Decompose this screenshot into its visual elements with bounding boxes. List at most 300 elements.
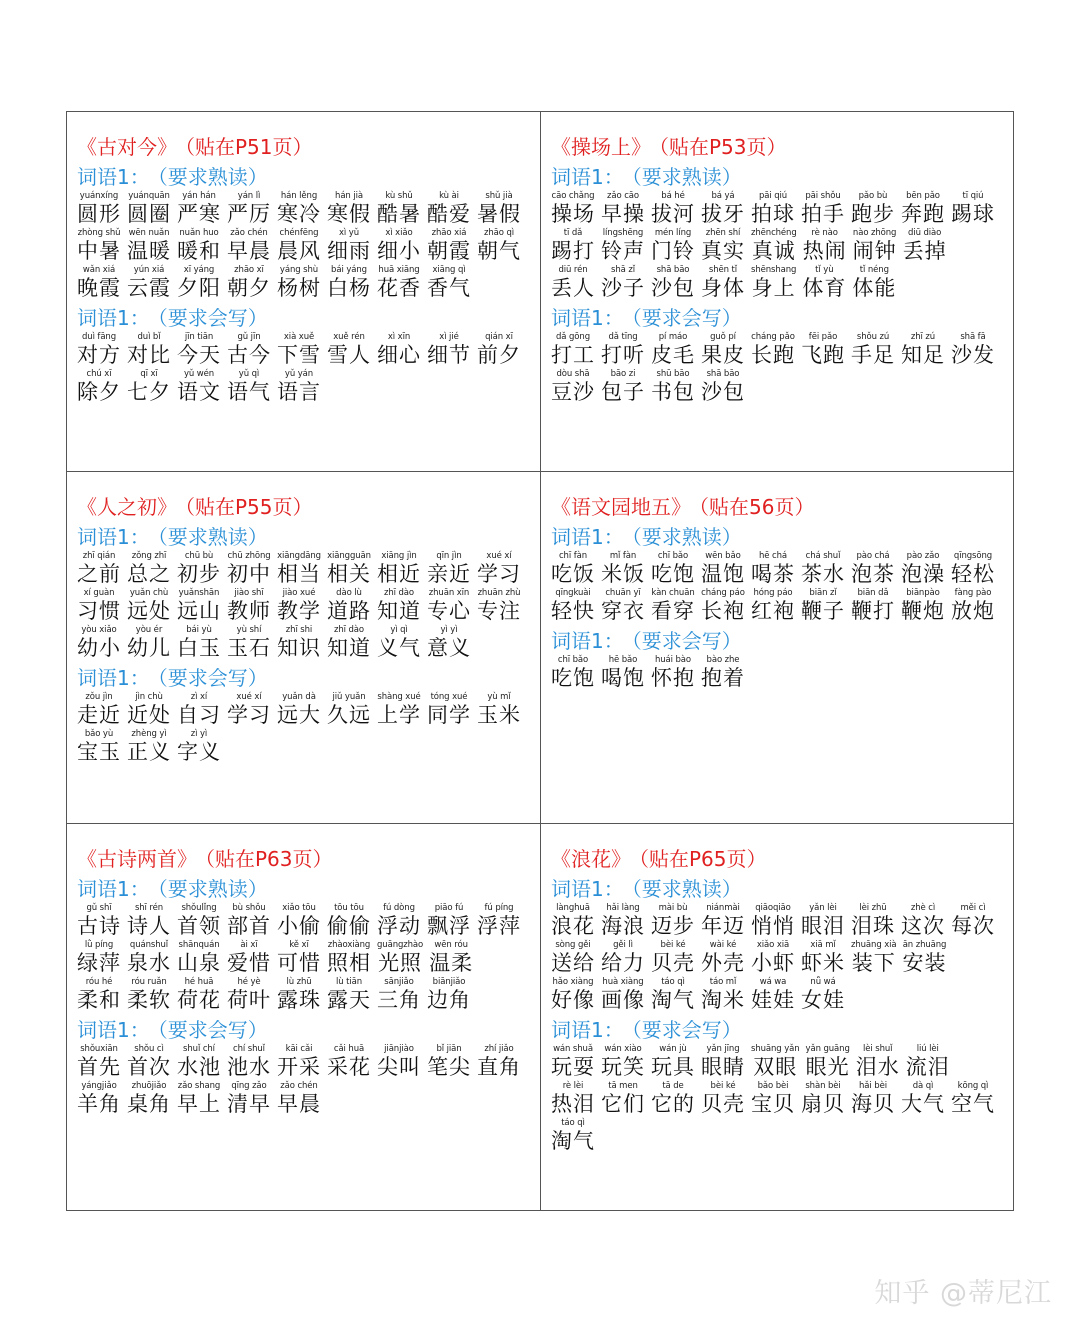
- word-pinyin: rè nào: [811, 228, 838, 238]
- word-item: [851, 550, 895, 587]
- word-hanzi: 羊角: [77, 1092, 121, 1116]
- word-hanzi: 浪花: [551, 914, 595, 938]
- word-pinyin: hē chá: [759, 551, 787, 561]
- word-hanzi: 幼小: [77, 636, 121, 660]
- word-hanzi: 白杨: [327, 276, 371, 300]
- word-hanzi: 亲近: [427, 562, 471, 586]
- word-pinyin: hé yè: [237, 977, 261, 987]
- word-hanzi: 沙发: [951, 343, 995, 367]
- lesson-name: 《古对今》: [77, 135, 177, 159]
- section-label: 词语1：: [77, 666, 150, 690]
- word-item: [177, 1080, 221, 1117]
- word-item: [127, 587, 171, 624]
- word-pinyin: pāi qiú: [758, 191, 788, 201]
- word-item: [477, 190, 521, 227]
- word-hanzi: 早晨: [277, 1092, 321, 1116]
- word-hanzi: 好像: [551, 988, 595, 1012]
- word-item: [701, 587, 745, 624]
- word-pinyin: mén líng: [654, 228, 692, 238]
- word-item: [277, 190, 321, 227]
- word-item: [327, 1043, 371, 1080]
- word-pinyin: nuǎn huo: [179, 228, 219, 238]
- word-item: [801, 1080, 845, 1117]
- word-hanzi: 暑假: [477, 202, 521, 226]
- word-item: [651, 1080, 695, 1117]
- word-hanzi: 语言: [277, 380, 321, 404]
- word-hanzi: 桌角: [127, 1092, 171, 1116]
- word-item: [77, 728, 121, 765]
- word-pinyin: quánshuǐ: [129, 940, 169, 950]
- word-pinyin: yǔ wén: [183, 369, 215, 379]
- word-hanzi: 拔牙: [701, 202, 745, 226]
- word-item: [177, 691, 221, 728]
- word-pinyin: zhí jiǎo: [484, 1044, 514, 1054]
- word-item: [751, 331, 795, 368]
- word-item: [227, 550, 271, 587]
- word-pinyin: shàn bèi: [805, 1081, 841, 1091]
- word-item: [427, 624, 471, 661]
- word-item: [377, 902, 421, 939]
- word-item: [801, 976, 845, 1013]
- word-pinyin: lǜ píng: [84, 940, 114, 950]
- word-item: [77, 550, 121, 587]
- lesson-title: [77, 494, 540, 520]
- word-pinyin: zhuōjiǎo: [131, 1081, 167, 1091]
- word-pinyin: guǒ pí: [710, 332, 736, 342]
- word-item: [601, 587, 645, 624]
- word-pinyin: bái yù: [186, 625, 212, 635]
- word-pinyin: lèi zhū: [859, 903, 887, 913]
- word-item: [851, 1080, 895, 1117]
- word-item: [177, 550, 221, 587]
- word-hanzi: 偷偷: [327, 914, 371, 938]
- section-requirement: （要求会写）: [631, 306, 742, 330]
- word-pinyin: niánmài: [706, 903, 740, 913]
- word-hanzi: 对方: [77, 343, 121, 367]
- word-hanzi: 照相: [327, 951, 371, 975]
- word-hanzi: 眼光: [805, 1055, 850, 1079]
- word-hanzi: 小虾: [751, 951, 795, 975]
- lesson-card: [67, 112, 540, 471]
- word-item: [177, 624, 221, 661]
- word-item: [127, 691, 171, 728]
- word-pinyin: xì jié: [439, 332, 459, 342]
- word-pinyin: yáng shù: [279, 265, 319, 275]
- word-item: [551, 227, 595, 264]
- word-pinyin: pí máo: [658, 332, 688, 342]
- word-hanzi: 沙包: [651, 276, 695, 300]
- word-item: [429, 939, 473, 976]
- word-pinyin: zhè cì: [910, 903, 936, 913]
- word-hanzi: 语文: [177, 380, 221, 404]
- word-hanzi: 沙子: [601, 276, 645, 300]
- word-hanzi: 吃饱: [551, 666, 595, 690]
- word-item: [427, 550, 471, 587]
- word-hanzi: 怀抱: [651, 666, 695, 690]
- section-heading: [77, 305, 540, 331]
- word-hanzi: 酷暑: [377, 202, 421, 226]
- word-item: [427, 976, 471, 1013]
- section-requirement: （要求会写）: [157, 306, 268, 330]
- word-hanzi: 喝茶: [751, 562, 795, 586]
- word-pinyin: diū rén: [558, 265, 588, 275]
- word-pinyin: chū zhōng: [227, 551, 271, 561]
- word-item: [227, 227, 271, 264]
- word-hanzi: 寒冷: [277, 202, 321, 226]
- word-hanzi: 首先: [77, 1055, 121, 1079]
- word-hanzi: 学习: [227, 703, 271, 727]
- word-hanzi: 专注: [477, 599, 521, 623]
- word-pinyin: bào zhe: [706, 655, 740, 665]
- word-hanzi: 久远: [327, 703, 371, 727]
- word-hanzi: 它们: [601, 1092, 645, 1116]
- word-pinyin: měi cì: [960, 903, 986, 913]
- word-hanzi: 豆沙: [551, 380, 595, 404]
- word-pinyin: jìn chù: [135, 692, 163, 702]
- word-pinyin: bǐ jiān: [436, 1044, 462, 1054]
- word-hanzi: 寒假: [327, 202, 371, 226]
- word-pinyin: hǎi bèi: [859, 1081, 887, 1091]
- word-item: [851, 190, 895, 227]
- word-hanzi: 首领: [177, 914, 221, 938]
- word-list: [77, 190, 527, 301]
- word-hanzi: 送给: [551, 951, 595, 975]
- word-pinyin: xiǎo xiā: [756, 940, 790, 950]
- word-item: [327, 976, 371, 1013]
- word-hanzi: 今天: [177, 343, 221, 367]
- word-hanzi: 书包: [651, 380, 695, 404]
- word-item: [327, 691, 371, 728]
- word-hanzi: 首次: [127, 1055, 171, 1079]
- word-item: [77, 1043, 121, 1080]
- word-pinyin: wài ké: [709, 940, 737, 950]
- word-hanzi: 米饭: [601, 562, 645, 586]
- section-requirement: （要求熟读）: [631, 165, 742, 189]
- word-hanzi: 前夕: [477, 343, 521, 367]
- word-hanzi: 抱着: [701, 666, 745, 690]
- word-hanzi: 清早: [227, 1092, 271, 1116]
- word-hanzi: 走近: [77, 703, 121, 727]
- word-hanzi: 古诗: [77, 914, 121, 938]
- word-pinyin: gǔ shī: [86, 903, 112, 913]
- word-hanzi: 女娃: [801, 988, 845, 1012]
- word-item: [806, 1043, 850, 1080]
- word-item: [127, 550, 171, 587]
- word-hanzi: 柔软: [127, 988, 171, 1012]
- word-hanzi: 宝贝: [751, 1092, 795, 1116]
- word-pinyin: ān zhuāng: [902, 940, 947, 950]
- word-item: [751, 1043, 800, 1080]
- word-pinyin: bá hé: [661, 191, 685, 201]
- word-item: [751, 939, 795, 976]
- word-pinyin: zì yì: [190, 729, 208, 739]
- word-pinyin: yǔ qì: [238, 369, 260, 379]
- word-item: [651, 227, 695, 264]
- word-item: [77, 190, 121, 227]
- word-hanzi: 玉石: [227, 636, 271, 660]
- word-item: [177, 331, 221, 368]
- word-item: [477, 902, 521, 939]
- word-hanzi: 丢掉: [902, 239, 947, 263]
- word-item: [177, 902, 221, 939]
- word-hanzi: 淘气: [551, 1129, 595, 1153]
- word-item: [701, 1080, 745, 1117]
- section-heading: [77, 665, 540, 691]
- word-hanzi: 果皮: [701, 343, 745, 367]
- word-item: [177, 1043, 221, 1080]
- word-pinyin: xiāngdāng: [277, 551, 321, 561]
- word-hanzi: 教师: [227, 599, 271, 623]
- word-hanzi: 朝气: [477, 239, 521, 263]
- section-heading: [551, 1017, 1014, 1043]
- word-hanzi: 对比: [127, 343, 171, 367]
- word-hanzi: 沙包: [701, 380, 745, 404]
- word-pinyin: chū bù: [184, 551, 214, 561]
- word-item: [227, 368, 271, 405]
- word-item: [277, 227, 321, 264]
- word-pinyin: qīng zǎo: [231, 1081, 267, 1091]
- word-hanzi: 晚霞: [77, 276, 121, 300]
- word-hanzi: 荷花: [177, 988, 221, 1012]
- word-hanzi: 开采: [277, 1055, 321, 1079]
- word-pinyin: tōu tōu: [334, 903, 364, 913]
- word-item: [227, 976, 271, 1013]
- word-item: [77, 1080, 121, 1117]
- lesson-page-note: （贴在P51页）: [185, 135, 313, 159]
- word-hanzi: 知识: [277, 636, 321, 660]
- word-item: [177, 976, 221, 1013]
- word-item: [427, 1043, 471, 1080]
- word-pinyin: hē bǎo: [608, 655, 638, 665]
- word-item: [127, 976, 171, 1013]
- word-hanzi: 相关: [327, 562, 371, 586]
- word-hanzi: 三角: [377, 988, 421, 1012]
- word-item: [327, 587, 371, 624]
- word-item: [951, 550, 995, 587]
- word-item: [377, 587, 421, 624]
- word-item: [177, 587, 221, 624]
- word-pinyin: wán jù: [659, 1044, 687, 1054]
- word-hanzi: 酷爱: [427, 202, 471, 226]
- word-hanzi: 流泪: [905, 1055, 950, 1079]
- word-item: [227, 691, 271, 728]
- word-hanzi: 泉水: [127, 951, 171, 975]
- word-hanzi: 泡澡: [901, 562, 945, 586]
- word-item: [377, 1043, 421, 1080]
- word-hanzi: 玩具: [651, 1055, 695, 1079]
- section-heading: [77, 524, 540, 550]
- word-hanzi: 鞭打: [851, 599, 895, 623]
- word-pinyin: biān dǎ: [857, 588, 889, 598]
- word-item: [601, 550, 645, 587]
- section-label: 词语1：: [77, 306, 150, 330]
- word-item: [701, 939, 745, 976]
- word-hanzi: 这次: [901, 914, 945, 938]
- word-pinyin: pào zǎo: [906, 551, 940, 561]
- word-item: [177, 728, 221, 765]
- word-pinyin: zhuān xīn: [428, 588, 470, 598]
- section-label: 词语1：: [551, 165, 624, 189]
- word-item: [903, 227, 947, 264]
- word-item: [127, 728, 171, 765]
- word-item: [77, 976, 121, 1013]
- word-pinyin: yángjiǎo: [81, 1081, 117, 1091]
- word-hanzi: 包子: [601, 380, 645, 404]
- word-hanzi: 露珠: [277, 988, 321, 1012]
- word-hanzi: 爱惜: [227, 951, 271, 975]
- word-pinyin: chí shuǐ: [233, 1044, 265, 1054]
- word-item: [477, 331, 521, 368]
- word-hanzi: 细心: [377, 343, 421, 367]
- word-hanzi: 穿衣: [601, 599, 645, 623]
- word-pinyin: shǔ jià: [485, 191, 513, 201]
- word-pinyin: gěi lì: [613, 940, 633, 950]
- word-item: [601, 190, 645, 227]
- word-item: [601, 264, 645, 301]
- word-hanzi: 轻快: [551, 599, 595, 623]
- word-item: [801, 587, 845, 624]
- word-pinyin: shā fā: [960, 332, 986, 342]
- word-pinyin: cháng páo: [701, 588, 745, 598]
- section-label: 词语1：: [77, 1018, 150, 1042]
- word-hanzi: 踢球: [951, 202, 995, 226]
- word-pinyin: hán jià: [335, 191, 363, 201]
- word-pinyin: chī bǎo: [657, 551, 689, 561]
- word-hanzi: 给力: [601, 951, 645, 975]
- word-pinyin: shā bāo: [706, 369, 740, 379]
- section-label: 词语1：: [551, 629, 624, 653]
- lesson-card: [541, 112, 1014, 471]
- word-item: [651, 331, 695, 368]
- word-item: [227, 264, 271, 301]
- word-hanzi: 年迈: [701, 914, 745, 938]
- word-pinyin: zhī shi: [285, 625, 313, 635]
- word-pinyin: zhuān zhù: [477, 588, 521, 598]
- word-pinyin: dǎ tīng: [608, 332, 638, 342]
- word-item: [601, 227, 645, 264]
- word-pinyin: zhāo xī: [234, 265, 264, 275]
- word-hanzi: 长跑: [751, 343, 795, 367]
- word-pinyin: pāi shǒu: [805, 191, 841, 201]
- word-hanzi: 海贝: [851, 1092, 895, 1116]
- word-item: [651, 654, 695, 691]
- word-pinyin: qīngkuài: [555, 588, 591, 598]
- word-pinyin: hóng páo: [753, 588, 793, 598]
- word-hanzi: 眼睛: [701, 1055, 745, 1079]
- word-item: [427, 264, 471, 301]
- word-item: [601, 939, 645, 976]
- word-hanzi: 可惜: [277, 951, 321, 975]
- word-pinyin: kōng qì: [957, 1081, 989, 1091]
- word-hanzi: 意义: [427, 636, 471, 660]
- word-item: [951, 190, 995, 227]
- section-label: 词语1：: [77, 525, 150, 549]
- word-pinyin: xí guàn: [83, 588, 115, 598]
- word-pinyin: xiāng qì: [432, 265, 466, 275]
- word-item: [551, 654, 595, 691]
- word-item: [77, 368, 121, 405]
- word-pinyin: piāo fú: [434, 903, 464, 913]
- word-hanzi: 知道: [327, 636, 371, 660]
- word-hanzi: 采花: [327, 1055, 371, 1079]
- word-item: [751, 902, 795, 939]
- word-item: [701, 368, 745, 405]
- word-item: [852, 264, 896, 301]
- lesson-card: [541, 824, 1014, 1211]
- word-item: [751, 190, 795, 227]
- word-item: [751, 587, 795, 624]
- word-item: [901, 587, 945, 624]
- word-hanzi: 七夕: [127, 380, 171, 404]
- word-item: [227, 1080, 271, 1117]
- word-item: [477, 227, 521, 264]
- word-item: [903, 939, 947, 976]
- word-item: [77, 902, 121, 939]
- word-pinyin: xì xīn: [387, 332, 411, 342]
- word-pinyin: tā men: [608, 1081, 638, 1091]
- word-item: [551, 331, 595, 368]
- word-pinyin: shǒu zú: [856, 332, 890, 342]
- lesson-name: 《古诗两首》: [77, 847, 197, 871]
- word-item: [651, 190, 695, 227]
- word-hanzi: 直角: [477, 1055, 521, 1079]
- word-hanzi: 热闹: [802, 239, 847, 263]
- word-pinyin: pǎo bù: [858, 191, 888, 201]
- word-item: [851, 939, 897, 976]
- section-heading: [551, 876, 1014, 902]
- word-hanzi: 画像: [601, 988, 645, 1012]
- word-pinyin: cāo chǎng: [551, 191, 595, 201]
- word-item: [327, 939, 371, 976]
- word-item: [601, 331, 645, 368]
- word-hanzi: 朝夕: [227, 276, 271, 300]
- word-pinyin: yuǎnshān: [178, 588, 220, 598]
- word-item: [327, 550, 371, 587]
- word-item: [801, 902, 845, 939]
- word-item: [701, 190, 745, 227]
- word-item: [77, 331, 121, 368]
- word-hanzi: 打听: [601, 343, 645, 367]
- word-pinyin: wá wa: [759, 977, 787, 987]
- lesson-name: 《操场上》: [551, 135, 651, 159]
- word-hanzi: 道路: [327, 599, 371, 623]
- word-item: [651, 587, 695, 624]
- word-pinyin: xī yáng: [183, 265, 215, 275]
- word-hanzi: 香气: [427, 276, 471, 300]
- word-item: [227, 939, 271, 976]
- word-pinyin: shānquán: [178, 940, 220, 950]
- word-pinyin: dào lù: [336, 588, 362, 598]
- word-hanzi: 夕阳: [177, 276, 221, 300]
- word-hanzi: 花香: [377, 276, 421, 300]
- word-item: [127, 902, 171, 939]
- word-pinyin: zhī dào: [383, 588, 415, 598]
- word-hanzi: 远处: [127, 599, 171, 623]
- word-pinyin: huā xiāng: [378, 265, 420, 275]
- word-hanzi: 温暖: [127, 239, 171, 263]
- section-requirement: （要求会写）: [631, 1018, 742, 1042]
- word-hanzi: 同学: [427, 703, 471, 727]
- word-hanzi: 吃饱: [651, 562, 695, 586]
- lesson-page-note: （贴在P63页）: [205, 847, 333, 871]
- lesson-title: [551, 134, 1014, 160]
- word-item: [127, 1080, 171, 1117]
- word-pinyin: shǒulǐng: [181, 903, 217, 913]
- word-pinyin: bù shǒu: [232, 903, 266, 913]
- section-label: 词语1：: [551, 306, 624, 330]
- word-hanzi: 字义: [177, 740, 221, 764]
- word-pinyin: kàn chuān: [651, 588, 695, 598]
